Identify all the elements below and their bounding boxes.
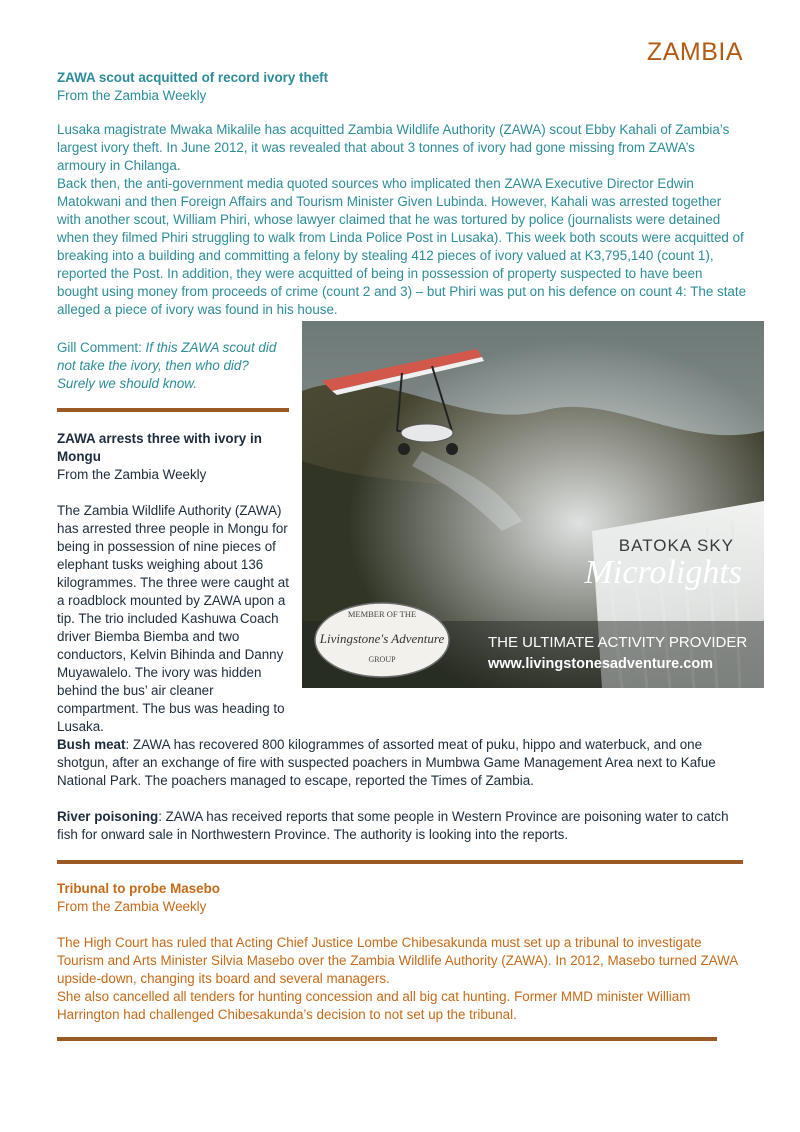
badge-script-text: Livingstone's Adventure <box>319 631 445 646</box>
brand-top-text: BATOKA SKY <box>618 536 734 555</box>
article-3-headline: Tribunal to probe Masebo <box>57 881 220 896</box>
brief-river-poisoning-text: : ZAWA has received reports that some people in Western Province are poisoning water to catch fish for onward sale in Northwestern Province. The authority is looking into the reports. <box>57 809 729 842</box>
article-1-body <box>57 121 747 319</box>
brief-river-poisoning <box>57 808 747 844</box>
advert-tagline: THE ULTIMATE ACTIVITY PROVIDER <box>488 634 748 651</box>
section-divider <box>57 860 743 864</box>
advert-url: www.livingstonesadventure.com <box>488 656 714 672</box>
gill-comment <box>57 339 289 393</box>
brief-river-poisoning-label: River poisoning <box>57 809 159 824</box>
brief-bush-meat-label: Bush meat <box>57 737 126 752</box>
article-3-source: From the Zambia Weekly <box>57 899 207 914</box>
advert-image <box>302 321 764 688</box>
article-2-source: From the Zambia Weekly <box>57 467 207 482</box>
article-1-headline: ZAWA scout acquitted of record ivory theft <box>57 70 329 85</box>
section-divider <box>57 1037 717 1041</box>
article-2-headline: ZAWA arrests three with ivory in Mongu <box>57 431 262 464</box>
gill-comment-text: If this ZAWA scout did not take the ivory, then who did? Surely we should know. <box>57 340 277 391</box>
page-country-title: ZAMBIA <box>646 38 743 66</box>
article-1-source: From the Zambia Weekly <box>57 88 207 103</box>
brief-bush-meat <box>57 736 747 790</box>
brand-script-text: Microlights <box>584 554 742 591</box>
article-3-paragraph: The High Court has ruled that Acting Chief Justice Lombe Chibesakunda must set up a tribunal to investigate Tourism and Arts Minister Silvia Masebo over the Zambia Wildlife Authority (ZAWA). In 2012, Masebo turned ZAWA upside-down, changing its board and several managers. <box>57 935 738 986</box>
article-1-paragraph: Lusaka magistrate Mwaka Mikalile has acquitted Zambia Wildlife Authority (ZAWA) scout Ebby Kahali of Zambia’s largest ivory theft. In June 2012, it was revealed that about 3 tonnes of ivory had gone missing from ZAWA’s armoury in Chilanga. <box>57 122 730 173</box>
advert-illustration <box>302 321 764 688</box>
gill-comment-label: Gill Comment: <box>57 340 146 355</box>
brief-bush-meat-text: : ZAWA has recovered 800 kilogrammes of assorted meat of puku, hippo and waterbuck, and one shotgun, after an exchange of fire with suspected poachers in Mumbwa Game Management Area next to Kafue National Park. The poachers managed to escape, reported the Times of Zambia. <box>57 737 716 788</box>
article-2-body: The Zambia Wildlife Authority (ZAWA) has arrested three people in Mongu for being in possession of nine pieces of elephant tusks weighing about 136 kilogrammes. The three were caught at a roadblock mounted by ZAWA upon a tip. The trio included Kashuwa Coach driver Biemba Biemba and two conductors, Kelvin Bihinda and Danny Muyawalelo. The ivory was hidden behind the bus’ air cleaner compartment. The bus was heading to Lusaka. <box>57 503 289 734</box>
article-1-paragraph: Back then, the anti-government media quoted sources who implicated then ZAWA Executive Director Edwin Matokwani and then Foreign Affairs and Tourism Minister Given Lubinda. However, Kahali was arrested together with another scout, William Phiri, whose lawyer claimed that he was tortured by police (journalists were detained when they filmed Phiri struggling to walk from Linda Police Post in Lusaka). This week both scouts were acquitted of breaking into a building and committing a felony by stealing 412 pieces of ivory valued at K3,795,140 (count 1), reported the Post. In addition, they were acquitted of being in possession of property suspected to have been bought using money from proceeds of crime (count 2 and 3) – but Phiri was put on his defence on count 4: The state alleged a piece of ivory was found in his house. <box>57 176 747 317</box>
section-divider <box>57 408 289 412</box>
badge-bottom-text: GROUP <box>368 655 396 664</box>
badge-top-text: MEMBER OF THE <box>347 609 417 619</box>
article-3-body <box>57 934 747 1024</box>
article-3-paragraph: She also cancelled all tenders for hunting concession and all big cat hunting. Former MMD minister William Harrington had challenged Chibesakunda’s decision to not set up the tribunal. <box>57 989 691 1022</box>
